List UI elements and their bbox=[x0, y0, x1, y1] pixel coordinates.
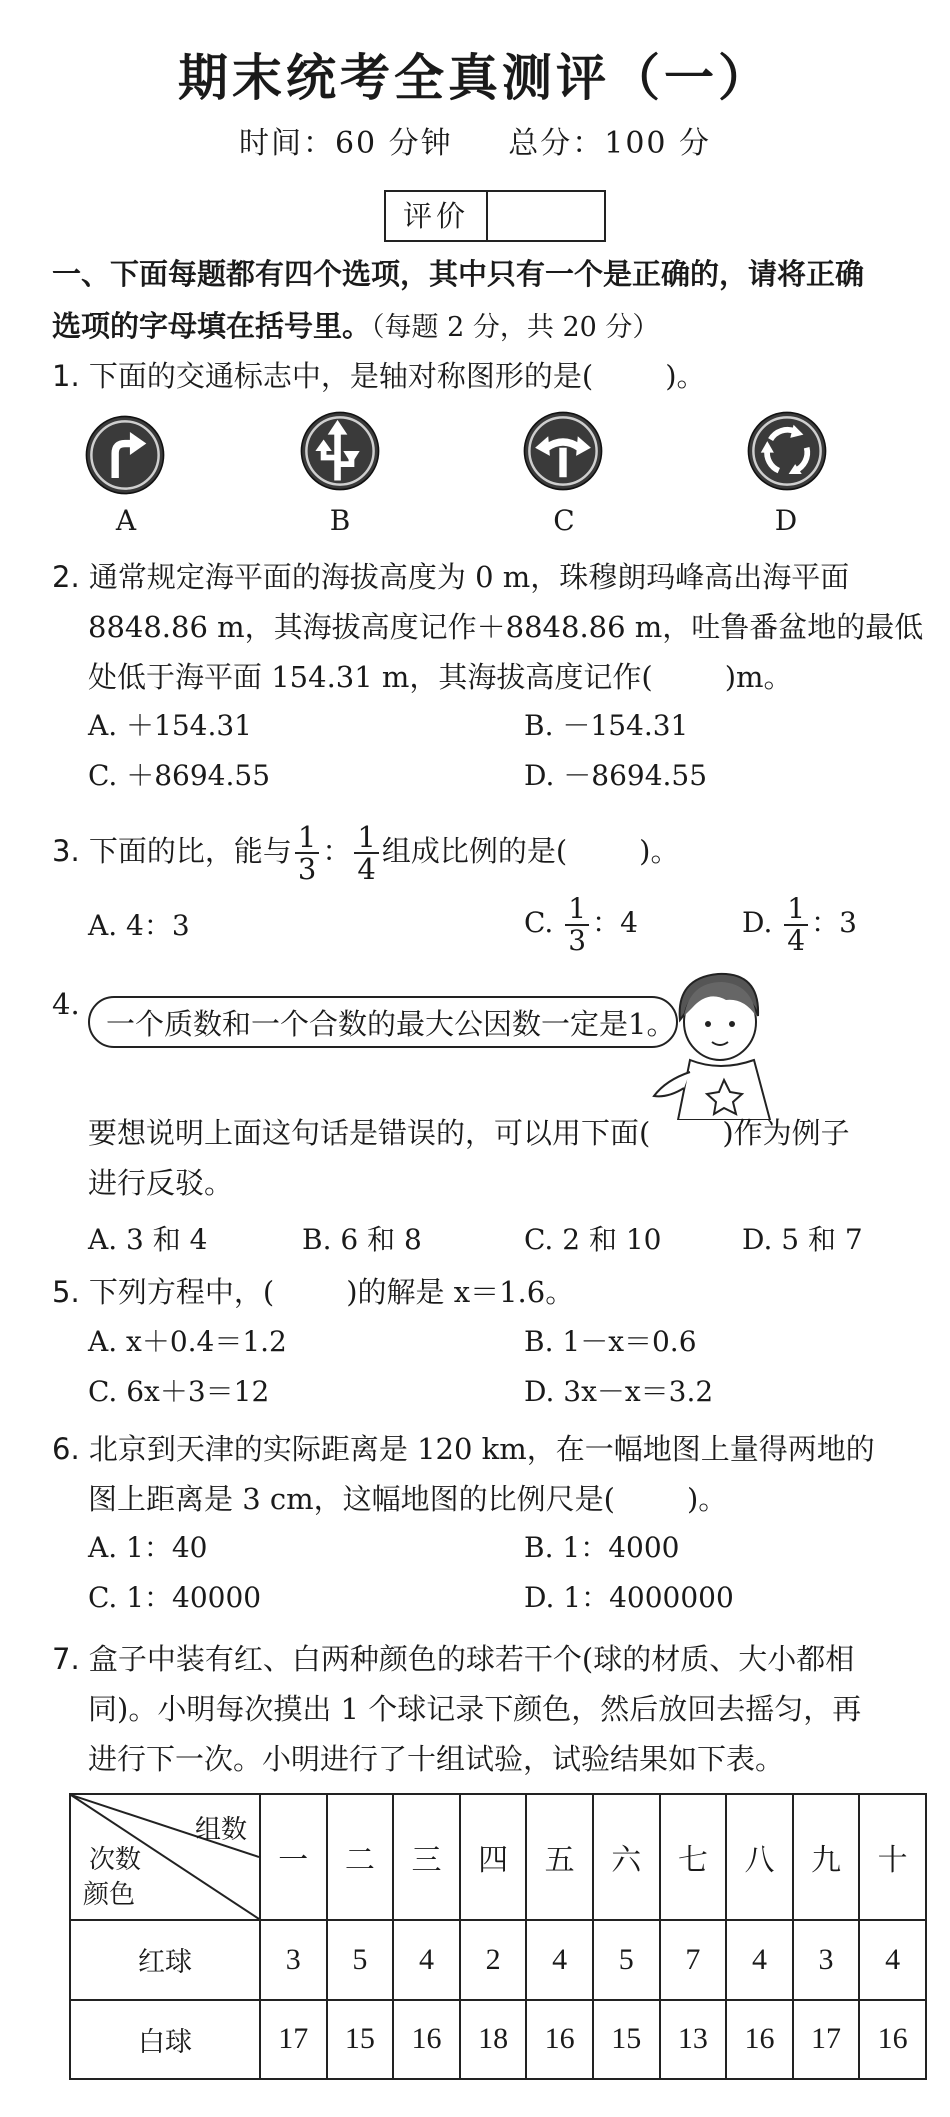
table-row-white bbox=[70, 2000, 926, 2080]
q2-option-d: D. －8694.55 bbox=[524, 759, 708, 792]
fraction-one-third: $\frac{1}{3}$ bbox=[295, 822, 319, 884]
white-count-cell: 18 bbox=[460, 2000, 527, 2080]
group-header: 九 bbox=[793, 1794, 860, 1920]
boy-illustration-icon bbox=[640, 960, 790, 1120]
question-1-number: 1. bbox=[52, 359, 80, 393]
white-count-cell: 16 bbox=[726, 2000, 793, 2080]
speech-bubble: 一个质数和一个合数的最大公因数一定是1。 bbox=[88, 996, 678, 1048]
white-count-cell: 16 bbox=[526, 2000, 593, 2080]
question-1-stem: 1. 下面的交通标志中，是轴对称图形的是( )。 bbox=[52, 359, 706, 393]
evaluation-blank[interactable] bbox=[488, 192, 604, 240]
group-header: 四 bbox=[460, 1794, 527, 1920]
question-4-stem: 要想说明上面这句话是错误的，可以用下面( )作为例子 进行反驳。 bbox=[88, 1116, 850, 1200]
q5-option-d: D. 3x－x＝3.2 bbox=[524, 1375, 714, 1408]
q5-option-a: A. x＋0.4＝1.2 bbox=[88, 1325, 287, 1358]
red-count-cell: 2 bbox=[460, 1920, 527, 2000]
q6-option-d: D. 1：4000000 bbox=[524, 1581, 734, 1614]
q3-option-d: D. $\frac{1}{4}$ ：3 bbox=[742, 891, 857, 957]
corner-label-color: 颜色 bbox=[83, 1880, 136, 1910]
page-title: 期末统考全真测评（一） bbox=[178, 49, 772, 107]
section-1-note: （每题 2 分，共 20 分） bbox=[371, 312, 660, 343]
traffic-sign-d-roundabout-icon bbox=[746, 410, 828, 492]
table-header-row bbox=[70, 1794, 926, 1920]
group-header: 七 bbox=[660, 1794, 727, 1920]
time-label: 时间：60 分钟 bbox=[238, 126, 453, 161]
question-5-number: 5. bbox=[52, 1275, 80, 1309]
red-count-cell: 3 bbox=[260, 1920, 327, 2000]
q3-option-c: C. $\frac{1}{3}$ ：4 bbox=[524, 891, 638, 957]
corner-label-times: 次数 bbox=[89, 1845, 142, 1875]
red-count-cell: 5 bbox=[327, 1920, 394, 2000]
sign-label-b: B bbox=[329, 504, 351, 537]
question-3-number: 3. bbox=[52, 834, 80, 868]
question-2-stem: 2. 通常规定海平面的海拔高度为 0 m，珠穆朗玛峰高出海平面 8848.86 m，其海拔高度记作＋8848.86 m，吐鲁番盆地的最低 处低于海平面 154.31 m，其海拔高度记作( )m。 bbox=[52, 560, 924, 694]
red-count-cell: 4 bbox=[393, 1920, 460, 2000]
corner-label-groups: 组数 bbox=[194, 1815, 247, 1845]
white-count-cell: 17 bbox=[793, 2000, 860, 2080]
red-count-cell: 7 bbox=[660, 1920, 727, 2000]
group-header: 六 bbox=[593, 1794, 660, 1920]
q6-option-c: C. 1：40000 bbox=[88, 1581, 262, 1614]
question-6-stem: 6. 北京到天津的实际距离是 120 km，在一幅地图上量得两地的 图上距离是 3 cm，这幅地图的比例尺是( )。 bbox=[52, 1432, 875, 1516]
white-count-cell: 13 bbox=[660, 2000, 727, 2080]
evaluation-label: 评价 bbox=[386, 192, 488, 240]
group-header: 三 bbox=[393, 1794, 460, 1920]
question-3-stem: 3. 下面的比，能与 $\frac{1}{3}$ ： $\frac{1}{4}$ 组成比例的是( )。 bbox=[52, 820, 680, 886]
white-count-cell: 16 bbox=[859, 2000, 926, 2080]
question-6-number: 6. bbox=[52, 1432, 80, 1466]
sign-label-d: D bbox=[774, 504, 798, 537]
group-header: 十 bbox=[859, 1794, 926, 1920]
q4-option-a: A. 3 和 4 bbox=[88, 1223, 208, 1256]
red-count-cell: 4 bbox=[726, 1920, 793, 2000]
white-count-cell: 15 bbox=[327, 2000, 394, 2080]
question-7-number: 7. bbox=[52, 1642, 80, 1676]
section-1-line1: 一、下面每题都有四个选项，其中只有一个是正确的，请将正确 bbox=[52, 257, 865, 291]
exam-info bbox=[0, 124, 950, 164]
traffic-sign-c-left-right-icon bbox=[522, 410, 604, 492]
q3-option-a: A. 4：3 bbox=[88, 909, 190, 942]
red-count-cell: 4 bbox=[526, 1920, 593, 2000]
group-header: 一 bbox=[260, 1794, 327, 1920]
group-header: 八 bbox=[726, 1794, 793, 1920]
q4-option-c: C. 2 和 10 bbox=[524, 1223, 662, 1256]
white-count-cell: 16 bbox=[393, 2000, 460, 2080]
section-1-line2: 选项的字母填在括号里。（每题 2 分，共 20 分） bbox=[52, 309, 660, 343]
table-corner-cell bbox=[70, 1794, 260, 1920]
traffic-sign-b-multi-direction-icon bbox=[299, 410, 381, 492]
q5-option-b: B. 1－x＝0.6 bbox=[524, 1325, 697, 1358]
evaluation-box bbox=[384, 190, 606, 242]
question-7-stem: 7. 盒子中装有红、白两种颜色的球若干个(球的材质、大小都相 同)。小明每次摸出 1 个球记录下颜色，然后放回去摇匀，再 进行下一次。小明进行了十组试验，试验结果如下表。 bbox=[52, 1642, 862, 1776]
red-count-cell: 3 bbox=[793, 1920, 860, 2000]
sign-label-c: C bbox=[553, 504, 575, 537]
score-label: 总分：100 分 bbox=[508, 126, 712, 161]
q4-option-d: D. 5 和 7 bbox=[742, 1223, 863, 1256]
red-count-cell: 5 bbox=[593, 1920, 660, 2000]
q4-option-b: B. 6 和 8 bbox=[302, 1223, 422, 1256]
sign-label-a: A bbox=[115, 504, 137, 537]
q2-option-b: B. －154.31 bbox=[524, 709, 689, 742]
question-4-number: 4. bbox=[52, 987, 80, 1021]
question-2-number: 2. bbox=[52, 560, 80, 594]
q2-option-c: C. ＋8694.55 bbox=[88, 759, 271, 792]
q2-option-a: A. ＋154.31 bbox=[88, 709, 252, 742]
traffic-sign-a-right-turn-icon bbox=[84, 414, 166, 496]
fraction-one-quarter: $\frac{1}{4}$ bbox=[354, 822, 378, 884]
section-1-instructions bbox=[52, 248, 922, 354]
q5-option-c: C. 6x＋3＝12 bbox=[88, 1375, 270, 1408]
row-label-white: 白球 bbox=[70, 2000, 260, 2080]
results-table bbox=[69, 1793, 927, 2080]
question-5-stem: 5. 下列方程中，( )的解是 x＝1.6。 bbox=[52, 1275, 575, 1309]
group-header: 五 bbox=[526, 1794, 593, 1920]
white-count-cell: 17 bbox=[260, 2000, 327, 2080]
q6-option-a: A. 1：40 bbox=[88, 1531, 208, 1564]
red-count-cell: 4 bbox=[859, 1920, 926, 2000]
row-label-red: 红球 bbox=[70, 1920, 260, 2000]
q6-option-b: B. 1：4000 bbox=[524, 1531, 680, 1564]
table-row-red bbox=[70, 1920, 926, 2000]
white-count-cell: 15 bbox=[593, 2000, 660, 2080]
group-header: 二 bbox=[327, 1794, 394, 1920]
